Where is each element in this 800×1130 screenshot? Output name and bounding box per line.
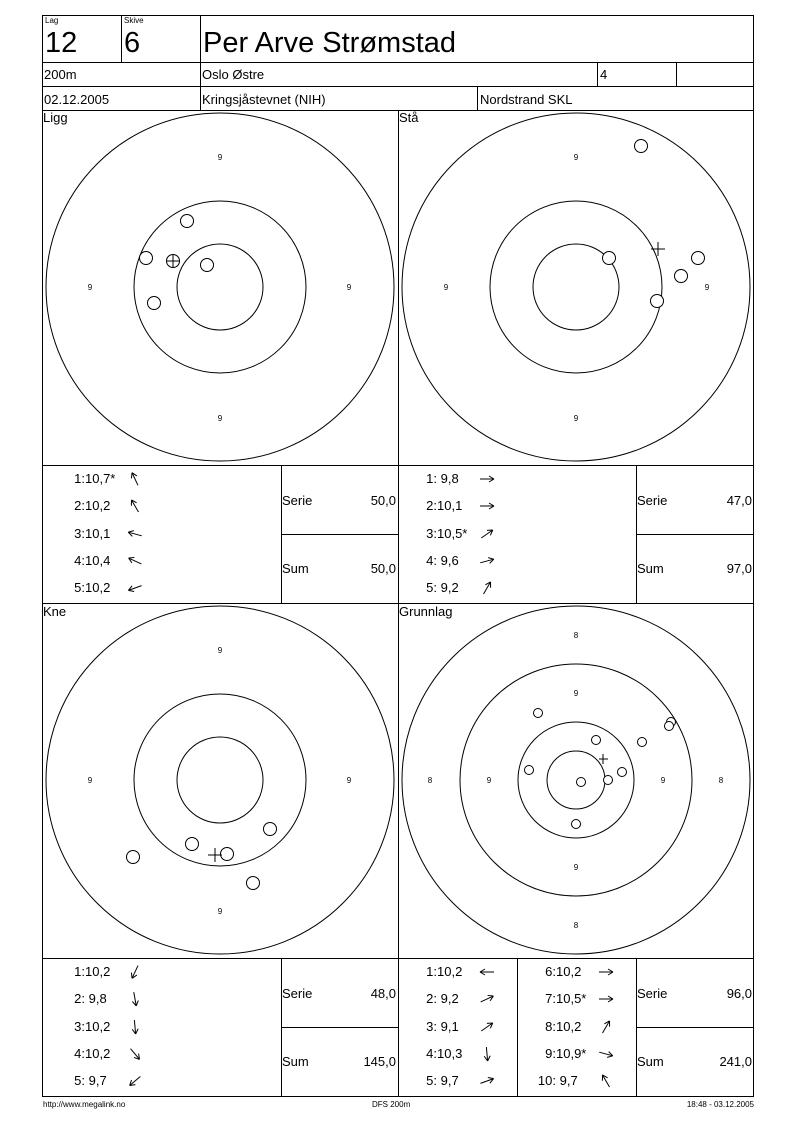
shot-number: 3:: [74, 1018, 85, 1034]
shot-row: [43, 964, 280, 980]
grunnlag-shot: [604, 776, 613, 785]
class-value: 4: [600, 67, 608, 82]
grunnlag-shot: [525, 766, 534, 775]
sta-ring-label-right: 9: [704, 283, 710, 292]
sta-ring-label-left: 9: [443, 283, 449, 292]
organizer: Nordstrand SKL: [480, 92, 573, 107]
shot-number: 4:: [74, 552, 85, 568]
shot-number: 5:: [426, 580, 437, 596]
grunnlag-ring-label-inner-right: 9: [660, 776, 666, 785]
grunnlag-shot: [577, 778, 586, 787]
kne-shot: [186, 838, 199, 851]
shot-row: [518, 991, 635, 1007]
shot-number: 2:: [426, 498, 437, 514]
shot-row: [43, 1073, 280, 1089]
kne-shot: [127, 851, 140, 864]
kne-ring-label-bottom: 9: [217, 907, 223, 916]
shot-number: 8:: [545, 1018, 556, 1034]
kne-ring-label-left: 9: [87, 776, 93, 785]
direction-arrow-icon: [123, 991, 147, 1007]
shooter-name: Per Arve Strømstad: [203, 27, 457, 59]
shot-number: 9:: [545, 1045, 556, 1061]
shot-number: 5:: [74, 1073, 85, 1089]
shot-value: 10,3: [437, 1045, 463, 1061]
shot-number: 1:: [426, 964, 437, 979]
shot-value: 9,6: [437, 552, 459, 568]
shot-number: 2:: [426, 991, 437, 1007]
kne-serie-value: 48,0: [370, 986, 396, 1001]
grunnlag-shot-list-left: [399, 964, 516, 1094]
shot-number: 10:: [537, 1073, 556, 1089]
shot-number: 4:: [426, 552, 437, 568]
grunnlag-shot: [618, 768, 627, 777]
grunnlag-ring-label-inner-top: 9: [573, 689, 579, 698]
kne-sum-value: 145,0: [363, 1054, 396, 1069]
direction-arrow-icon: [475, 580, 499, 596]
ligg-label: Ligg: [43, 110, 68, 125]
ligg-shot: [148, 297, 161, 310]
ligg-serie-label: Serie: [282, 493, 313, 508]
shot-value: 10,1: [437, 498, 463, 514]
kne-target: [46, 606, 394, 954]
direction-arrow-icon: [123, 964, 147, 980]
kne-ring-label-top: 9: [217, 646, 223, 655]
shot-row: [399, 1073, 516, 1089]
ligg-sum-label: Sum: [282, 561, 309, 576]
ligg-shot: [181, 215, 194, 228]
sta-shot: [651, 295, 664, 308]
direction-arrow-icon: [475, 1019, 499, 1035]
ligg-shot: [201, 259, 214, 272]
direction-arrow-icon: [475, 1073, 499, 1089]
shot-number: 3:: [74, 525, 85, 541]
shot-value: 9,1: [437, 1018, 459, 1034]
shot-row: [518, 1019, 635, 1035]
sta-ring-label-top: 9: [573, 153, 579, 162]
direction-arrow-icon: [123, 526, 147, 542]
shot-value: 9,7: [556, 1073, 578, 1089]
shot-number: 3:: [426, 1018, 437, 1034]
shot-value: 10,4: [85, 552, 111, 568]
shot-number: 4:: [74, 1045, 85, 1061]
date: 02.12.2005: [44, 92, 110, 107]
shot-value: 10,2: [85, 964, 111, 979]
direction-arrow-icon: [123, 1073, 147, 1089]
ligg-ring-label-bottom: 9: [217, 414, 223, 423]
sta-shot: [603, 252, 616, 265]
shot-row: [518, 1046, 635, 1062]
ligg-target: [46, 113, 394, 461]
shot-number: 2:: [74, 498, 85, 514]
ligg-serie-value: 50,0: [370, 493, 396, 508]
direction-arrow-icon: [594, 1019, 618, 1035]
sta-mean-cross: [651, 242, 665, 256]
direction-arrow-icon: [594, 1046, 618, 1062]
skive-label: Skive: [124, 16, 144, 25]
kne-shot: [221, 848, 234, 861]
ligg-ring-label-right: 9: [346, 283, 352, 292]
club: Oslo Østre: [202, 67, 265, 82]
grunnlag-label: Grunnlag: [399, 604, 453, 619]
grunnlag-serie-value: 96,0: [726, 986, 752, 1001]
shot-number: 5:: [426, 1073, 437, 1089]
shot-number: 3:: [426, 525, 437, 541]
event-name: Kringsjåstevnet (NIH): [202, 92, 326, 107]
shot-value: 10,2: [85, 580, 111, 596]
shot-row: [518, 964, 635, 980]
shot-row: [399, 498, 636, 514]
direction-arrow-icon: [475, 1046, 499, 1062]
ligg-shot: [140, 252, 153, 265]
shot-number: 6:: [545, 964, 556, 979]
shot-row: [43, 471, 280, 487]
shot-number: 7:: [545, 991, 556, 1007]
kne-mean-cross: [208, 848, 222, 862]
grunnlag-shot-list-right: [518, 964, 635, 1094]
direction-arrow-icon: [475, 991, 499, 1007]
shot-row: [399, 964, 516, 980]
grunnlag-ring-label-outer-bottom: 8: [573, 921, 579, 930]
footer-url[interactable]: http://www.megalink.no: [43, 1100, 126, 1109]
shot-value: 9,7: [85, 1073, 107, 1089]
ligg-shot-list: [43, 471, 280, 601]
shot-value: 9,8: [437, 471, 459, 486]
shot-row: [43, 1019, 280, 1035]
shot-number: 4:: [426, 1045, 437, 1061]
grunnlag-ring-label-inner-bottom: 9: [573, 863, 579, 872]
sta-label: Stå: [399, 110, 419, 125]
shot-value: 10,5*: [437, 525, 468, 541]
shot-row: [399, 526, 636, 542]
shot-value: 9,8: [85, 991, 107, 1007]
shot-number: 1:: [74, 964, 85, 979]
shot-value: 10,2: [85, 1045, 111, 1061]
shot-value: 10,2: [556, 964, 582, 979]
direction-arrow-icon: [594, 991, 618, 1007]
ligg-sum-value: 50,0: [370, 561, 396, 576]
grunnlag-ring-label-outer-left: 8: [427, 776, 433, 785]
shot-value: 9,7: [437, 1073, 459, 1089]
grunnlag-shot: [665, 722, 674, 731]
shot-number: 1:: [74, 471, 85, 486]
sta-shot-list: [399, 471, 636, 601]
grunnlag-serie-label: Serie: [637, 986, 668, 1001]
sta-shot: [675, 270, 688, 283]
shot-value: 10,2: [85, 1018, 111, 1034]
grunnlag-shot: [534, 709, 543, 718]
kne-ring-label-right: 9: [346, 776, 352, 785]
sta-target: [402, 113, 750, 461]
sta-serie-label: Serie: [637, 493, 668, 508]
shot-row: [43, 991, 280, 1007]
shot-row: [43, 526, 280, 542]
shot-row: [399, 471, 636, 487]
sta-serie-value: 47,0: [726, 493, 752, 508]
shot-value: 10,2: [437, 964, 463, 979]
footer-timestamp: 18:48 - 03.12.2005: [686, 1100, 754, 1109]
grunnlag-ring-label-outer-right: 8: [718, 776, 724, 785]
direction-arrow-icon: [594, 1073, 618, 1089]
shot-value: 10,7*: [85, 471, 116, 486]
sta-ring-label-bottom: 9: [573, 414, 579, 423]
shot-row: [43, 580, 280, 596]
shot-row: [399, 1019, 516, 1035]
kne-shot: [264, 823, 277, 836]
grunnlag-mean-cross: [599, 754, 608, 764]
shot-value: 9,2: [437, 580, 459, 596]
kne-shot-list: [43, 964, 280, 1094]
kne-serie-label: Serie: [282, 986, 313, 1001]
grunnlag-ring-label-outer-top: 8: [573, 631, 579, 640]
grunnlag-shot: [638, 738, 647, 747]
shot-row: [399, 580, 636, 596]
shot-number: 2:: [74, 991, 85, 1007]
shot-row: [518, 1073, 635, 1089]
direction-arrow-icon: [475, 553, 499, 569]
shot-row: [399, 553, 636, 569]
shot-row: [399, 1046, 516, 1062]
ligg-ring-label-left: 9: [87, 283, 93, 292]
shot-value: 10,5*: [556, 991, 587, 1007]
sta-sum-value: 97,0: [726, 561, 752, 576]
grunnlag-sum-label: Sum: [637, 1054, 664, 1069]
ligg-ring-label-top: 9: [217, 153, 223, 162]
footer-system: DFS 200m: [372, 1100, 411, 1109]
sta-sum-label: Sum: [637, 561, 664, 576]
shot-number: 5:: [74, 580, 85, 596]
direction-arrow-icon: [123, 1019, 147, 1035]
grunnlag-ring-label-inner-left: 9: [486, 776, 492, 785]
shot-value: 10,2: [556, 1018, 582, 1034]
shot-row: [43, 498, 280, 514]
direction-arrow-icon: [123, 471, 147, 487]
shot-value: 9,2: [437, 991, 459, 1007]
sta-shot: [635, 140, 648, 153]
shot-value: 10,9*: [556, 1045, 587, 1061]
shot-value: 10,1: [85, 525, 111, 541]
skive-value: 6: [124, 27, 141, 59]
lag-value: 12: [45, 27, 78, 59]
grunnlag-target: [402, 606, 750, 954]
kne-sum-label: Sum: [282, 1054, 309, 1069]
grunnlag-shot: [592, 736, 601, 745]
direction-arrow-icon: [475, 526, 499, 542]
shot-row: [43, 553, 280, 569]
kne-shot: [247, 877, 260, 890]
kne-label: Kne: [43, 604, 67, 619]
direction-arrow-icon: [594, 964, 618, 980]
direction-arrow-icon: [475, 498, 499, 514]
grunnlag-shot: [572, 820, 581, 829]
sta-shot: [692, 252, 705, 265]
grunnlag-sum-value: 241,0: [719, 1054, 752, 1069]
direction-arrow-icon: [475, 964, 499, 980]
lag-label: Lag: [45, 16, 59, 25]
distance: 200m: [44, 67, 77, 82]
direction-arrow-icon: [123, 553, 147, 569]
shot-number: 1:: [426, 471, 437, 486]
direction-arrow-icon: [475, 471, 499, 487]
shot-value: 10,2: [85, 498, 111, 514]
direction-arrow-icon: [123, 1046, 147, 1062]
shot-row: [43, 1046, 280, 1062]
shot-row: [399, 991, 516, 1007]
direction-arrow-icon: [123, 498, 147, 514]
direction-arrow-icon: [123, 580, 147, 596]
